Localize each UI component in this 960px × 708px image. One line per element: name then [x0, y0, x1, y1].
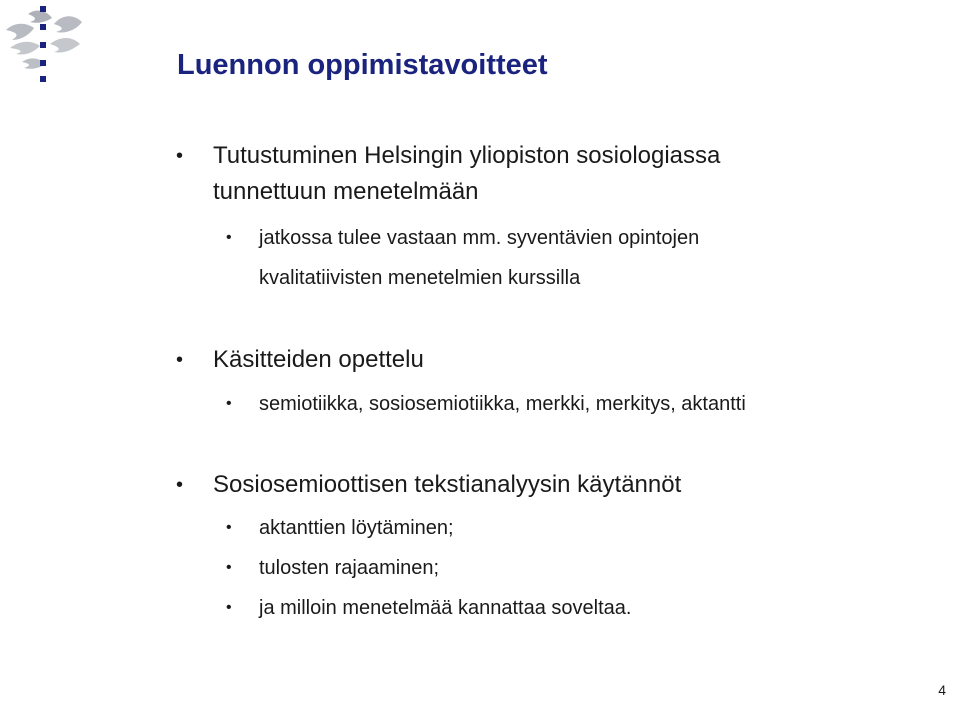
sub-bullet-icon: •	[226, 519, 232, 536]
sub-bullet-icon: •	[226, 229, 232, 246]
sub-bullet-item-1-1-continued	[259, 258, 580, 298]
bullet-text-line: Sosiosemioottisen tekstianalyysin käytännöt	[213, 471, 682, 498]
sub-bullet-text-line: aktanttien löytäminen;	[259, 517, 454, 539]
bullet-text-line: Käsitteiden opettelu	[213, 346, 424, 373]
flame-logo-icon	[0, 0, 96, 90]
bullet-icon: •	[176, 349, 184, 371]
bullet-icon: •	[176, 474, 184, 496]
bullet-text-line: Tutustuminen Helsingin yliopiston sosiologiassa	[213, 142, 721, 169]
sub-bullet-text-line: ja milloin menetelmää kannattaa soveltaa.	[259, 597, 632, 619]
bullet-item-1	[176, 138, 721, 174]
sub-bullet-icon: •	[226, 599, 232, 616]
bullet-item-3	[176, 467, 682, 503]
sub-bullet-icon: •	[226, 559, 232, 576]
page-number: 4	[938, 682, 946, 698]
sub-bullet-icon: •	[226, 395, 232, 412]
university-logo-icon	[0, 0, 96, 90]
bullet-icon: •	[176, 145, 184, 167]
bullet-text-line: tunnettuun menetelmään	[213, 178, 479, 205]
sub-bullet-text-line: semiotiikka, sosiosemiotiikka, merkki, merkitys, aktantti	[259, 393, 746, 415]
sub-bullet-text-line: tulosten rajaaminen;	[259, 557, 440, 579]
sub-bullet-item-3-2	[226, 548, 440, 588]
sub-bullet-text-line: jatkossa tulee vastaan mm. syventävien opintojen	[259, 227, 700, 249]
sub-bullet-text-line: kvalitatiivisten menetelmien kurssilla	[259, 267, 581, 289]
sub-bullet-item-2-1	[226, 384, 746, 424]
slide-title: Luennon oppimistavoitteet	[177, 49, 548, 81]
bullet-item-1-continued	[213, 174, 479, 210]
sub-bullet-item-1-1	[226, 218, 700, 258]
sub-bullet-item-3-3	[226, 588, 632, 628]
sub-bullet-item-3-1	[226, 508, 454, 548]
bullet-item-2	[176, 342, 424, 378]
